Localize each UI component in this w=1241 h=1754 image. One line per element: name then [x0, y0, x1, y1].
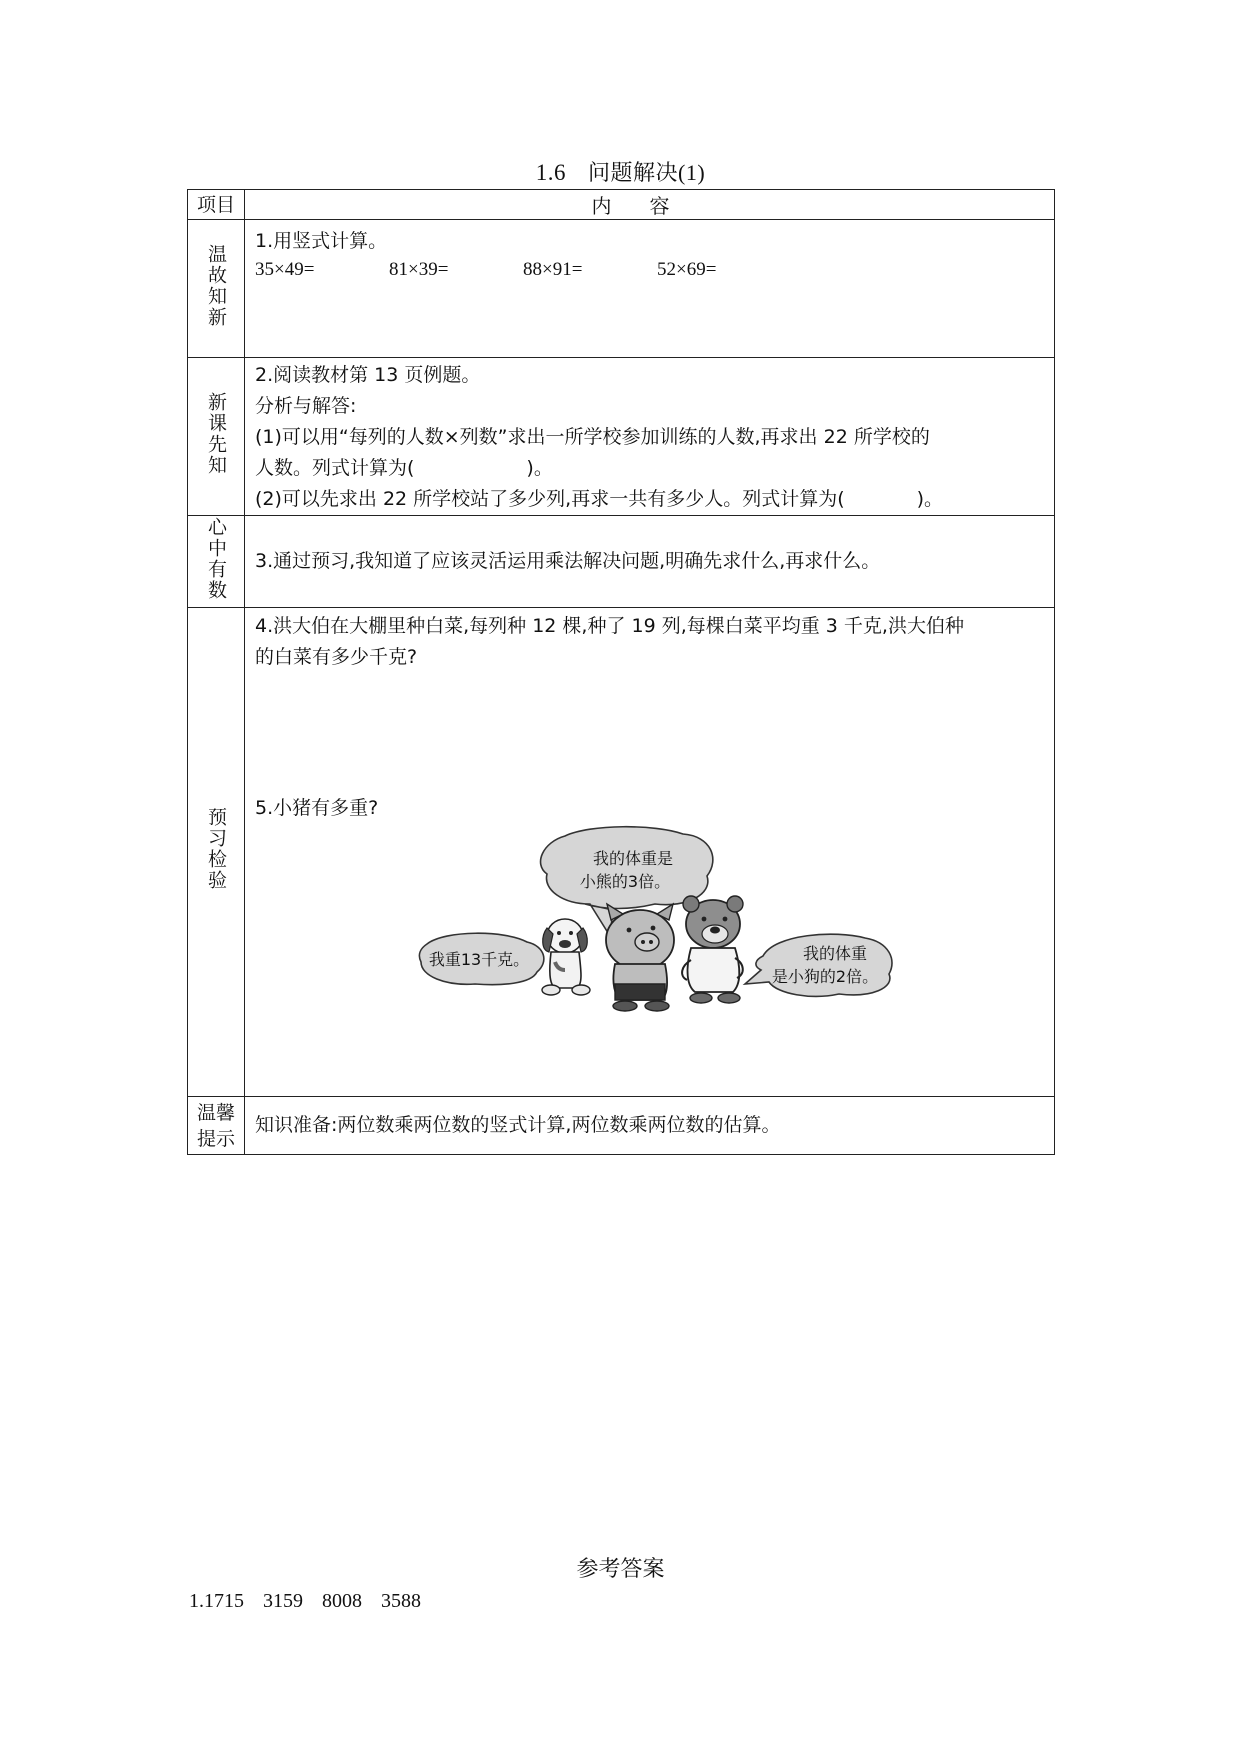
- analysis-1: (1)可以用“每列的人数×列数”求出一所学校参加训练的人数,再求出 22 所学校的: [255, 426, 930, 448]
- header-row: [188, 190, 1055, 220]
- calc-1: 35×49=: [255, 259, 315, 280]
- bear-bubble-line2: 是小狗的2倍。: [771, 967, 879, 986]
- section-title: 问题解决: [588, 161, 679, 186]
- answer-key-line: 1.1715 3159 8008 3588: [189, 1590, 421, 1612]
- calc-row: [255, 257, 1044, 282]
- label-preview: 新课先知: [205, 391, 227, 476]
- calc-2: 81×39=: [389, 259, 449, 280]
- task-3: 3.通过预习,我知道了应该灵活运用乘法解决问题,明确先求什么,再求什么。: [255, 550, 881, 572]
- pig-icon: [606, 904, 674, 1011]
- calc-3: 88×91=: [523, 259, 583, 280]
- animal-illustration: [255, 824, 1044, 1034]
- row-check: [188, 608, 1055, 1097]
- bear-bubble-line1: 我的体重: [802, 944, 868, 963]
- illustration-svg: [415, 824, 915, 1034]
- label-tip: 温馨提示: [196, 1101, 235, 1150]
- page-title: [0, 156, 1241, 187]
- calc-4: 52×69=: [657, 259, 717, 280]
- row-tip: [188, 1097, 1055, 1155]
- answer-space-4[interactable]: [255, 673, 1044, 793]
- label-check: 预习检验: [205, 807, 227, 891]
- section-number: 1.6: [535, 160, 567, 185]
- header-content: 内容: [245, 190, 1055, 220]
- label-review: 温故知新: [205, 243, 227, 328]
- task-4-line1: 4.洪大伯在大棚里种白菜,每列种 12 棵,种了 19 列,每棵白菜平均重 3 千克,洪大伯种: [255, 615, 964, 637]
- task-4-line2: 的白菜有多少千克?: [255, 646, 418, 668]
- header-item: 项目: [188, 190, 245, 220]
- task-2: 2.阅读教材第 13 页例题。: [255, 364, 481, 386]
- task-1: 1.用竖式计算。: [255, 230, 388, 252]
- analysis-heading: 分析与解答:: [255, 395, 357, 417]
- section-part: (1): [678, 160, 706, 185]
- pig-bubble-line1: 我的体重是: [592, 849, 674, 868]
- dog-bubble-text: 我重13千克。: [428, 950, 530, 969]
- worksheet-table: [187, 189, 1055, 1155]
- dog-icon: [542, 919, 590, 995]
- row-mind: [188, 516, 1055, 608]
- row-preview: [188, 358, 1055, 516]
- bear-icon: [682, 896, 743, 1003]
- analysis-2: (2)可以先求出 22 所学校站了多少列,再求一共有多少人。列式计算为( )。: [255, 488, 944, 510]
- answer-key-title: 参考答案: [576, 1557, 665, 1582]
- task-5: 5.小猪有多重?: [255, 797, 379, 819]
- pig-bubble-line2: 小熊的3倍。: [579, 872, 671, 891]
- tip-text: 知识准备:两位数乘两位数的竖式计算,两位数乘两位数的估算。: [255, 1114, 781, 1136]
- label-mind: 心中有数: [205, 516, 227, 601]
- analysis-1-cont: 人数。列式计算为( )。: [255, 457, 553, 479]
- row-review: [188, 220, 1055, 358]
